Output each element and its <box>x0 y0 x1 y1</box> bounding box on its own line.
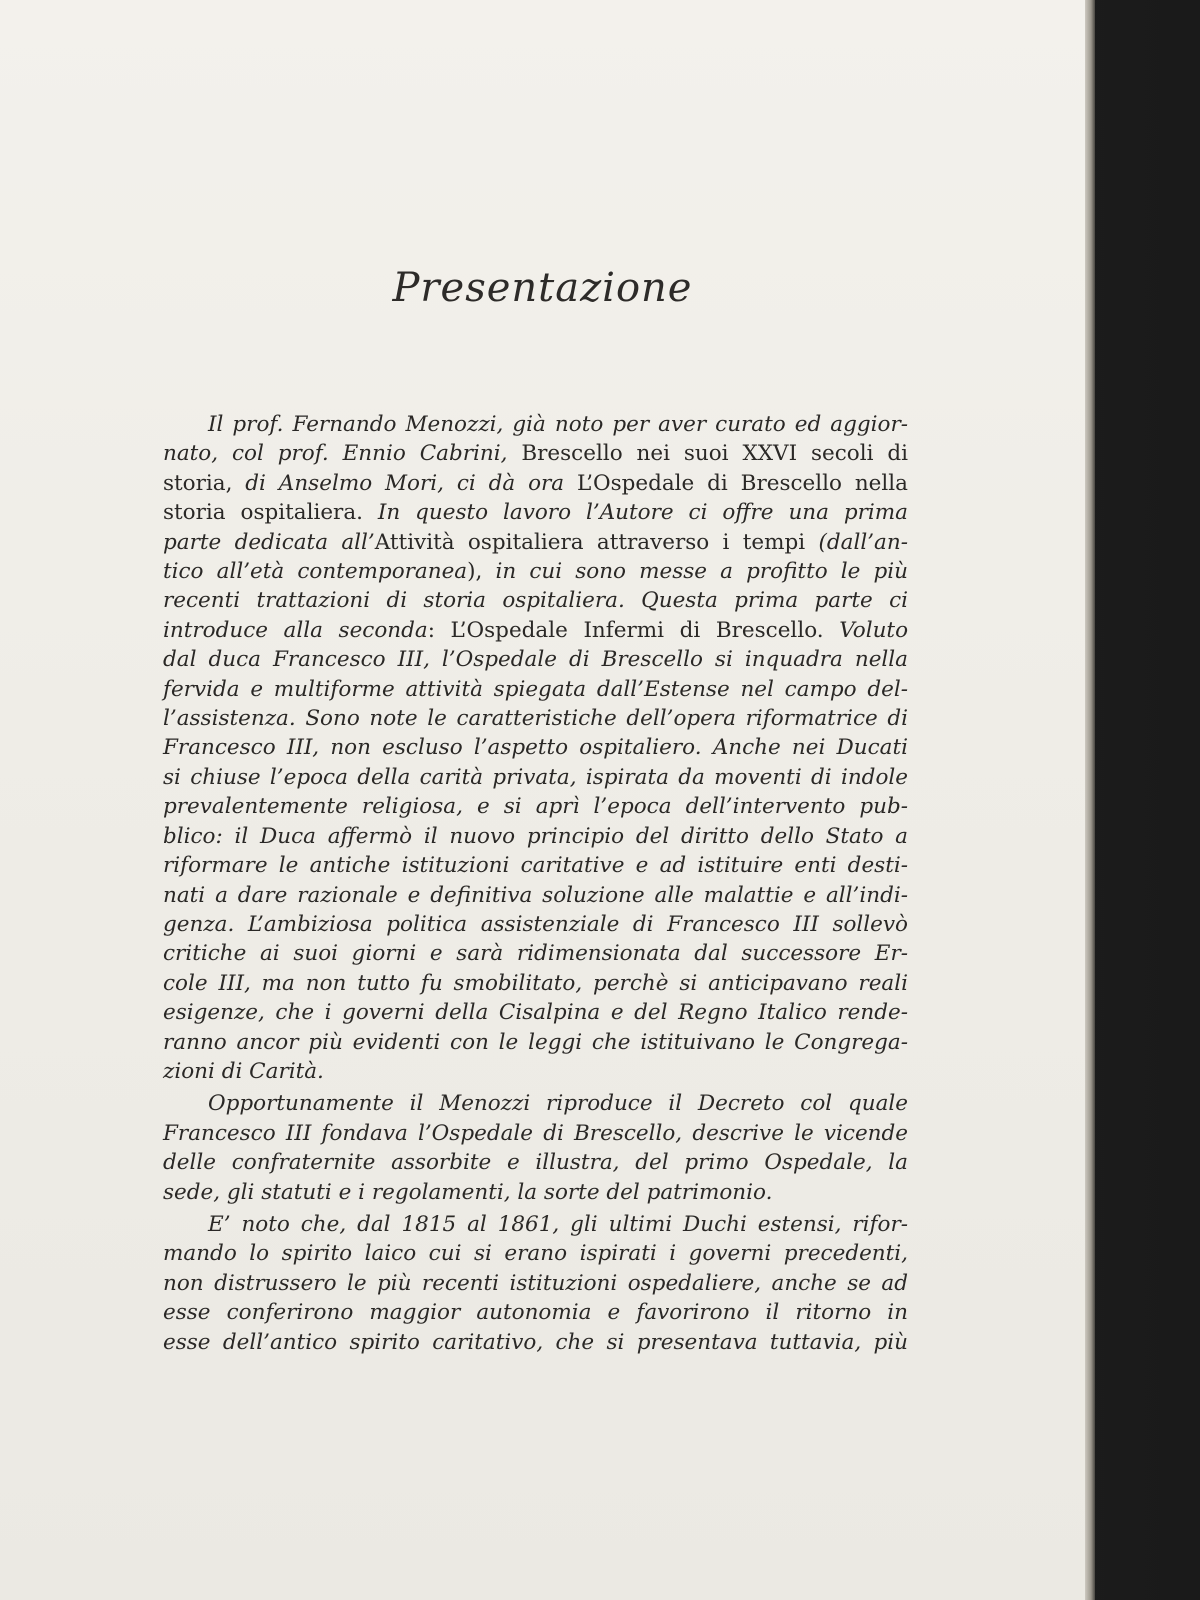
text-line <box>163 704 908 733</box>
text-line <box>163 675 908 704</box>
text-segment: Brescello nei suoi XXVI secoli di <box>521 441 908 467</box>
text-segment: introduce alla seconda <box>163 617 428 643</box>
text-segment: esigenze, che i governi della Cisalpina e del Regno Italico rende- <box>163 1000 908 1026</box>
text-line <box>163 586 908 615</box>
text-line <box>163 763 908 792</box>
text-segment: dal duca Francesco III, l’Ospedale di Brescello si inquadra nella <box>163 647 908 673</box>
text-line <box>163 969 908 998</box>
text-line <box>163 469 908 498</box>
text-line <box>163 1210 908 1239</box>
text-line <box>163 1239 908 1268</box>
text-segment: non distrussero le più recenti istituzioni ospedaliere, anche se ad <box>163 1270 908 1296</box>
text-segment: esse dell’antico spirito caritativo, che si presentava tuttavia, più <box>163 1329 908 1355</box>
text-segment: esse conferirono maggior autonomia e favorirono il ritorno in <box>163 1300 908 1326</box>
text-segment: delle confraternite assorbite e illustra, del primo Ospedale, la <box>163 1150 908 1176</box>
text-segment: cole III, ma non tutto fu smobilitato, perchè si anticipavano reali <box>163 970 908 996</box>
text-line <box>163 1178 908 1207</box>
text-line <box>163 616 908 645</box>
text-line <box>163 1028 908 1057</box>
text-line <box>163 881 908 910</box>
text-segment: nato, col prof. Ennio Cabrini, <box>163 441 522 467</box>
text-line <box>163 733 908 762</box>
text-line <box>163 1269 908 1298</box>
text-line <box>163 939 908 968</box>
text-line <box>163 1089 908 1118</box>
text-segment: l’assistenza. Sono note le caratteristiche dell’opera riformatrice di <box>163 706 908 732</box>
text-segment: blico: il Duca affermò il nuovo principio del diritto dello Stato a <box>163 823 908 849</box>
text-segment: Opportunamente il Menozzi riproduce il Decreto col quale <box>208 1091 908 1117</box>
text-segment: L’Ospedale di Brescello nella <box>577 470 908 496</box>
text-segment: di Anselmo Mori, ci dà ora <box>245 470 577 496</box>
text-segment: in cui sono messe a profitto le più <box>495 559 909 585</box>
text-segment: sede, gli statuti e i regolamenti, la sorte del patrimonio. <box>163 1179 773 1205</box>
text-segment: ), <box>467 559 496 585</box>
text-segment: Il prof. Fernando Menozzi, già noto per aver curato ed aggior- <box>208 412 908 437</box>
text-line <box>163 439 908 468</box>
text-line <box>163 528 908 557</box>
text-segment: : L’Ospedale Infermi di Brescello. <box>427 617 840 643</box>
text-segment: E’ noto che, dal 1815 al 1861, gli ultimi Duchi estensi, rifor- <box>208 1211 908 1237</box>
text-line <box>163 1119 908 1148</box>
text-segment: riformare le antiche istituzioni caritative e ad istituire enti desti- <box>163 853 908 879</box>
body-text <box>163 410 908 1357</box>
text-segment: In questo lavoro l’Autore ci offre una prima <box>377 500 908 526</box>
page-title: Presentazione <box>392 265 693 311</box>
text-line <box>163 410 908 439</box>
text-segment: tico all’età contemporanea <box>163 559 468 585</box>
text-line <box>163 498 908 527</box>
text-line <box>163 1148 908 1177</box>
text-line <box>163 792 908 821</box>
text-segment: (dall’an- <box>818 529 908 555</box>
text-segment: storia, <box>163 470 246 496</box>
text-line <box>163 851 908 880</box>
text-segment: genza. L’ambiziosa politica assistenziale di Francesco III sollevò <box>163 911 908 937</box>
text-segment: ranno ancor più evidenti con le leggi che istituivano le Congrega- <box>163 1029 908 1055</box>
text-segment: Voluto <box>839 617 909 643</box>
text-segment: storia ospitaliera. <box>163 500 378 526</box>
text-line <box>163 998 908 1027</box>
text-line <box>163 1057 908 1086</box>
text-line <box>163 910 908 939</box>
text-segment: fervida e multiforme attività spiegata dall’Estense nel campo del- <box>163 676 908 702</box>
page-edge <box>1085 0 1095 1600</box>
text-segment: zioni di Carità. <box>163 1058 324 1084</box>
text-segment: recenti trattazioni di storia ospitaliera. Questa prima parte ci <box>163 588 908 614</box>
text-segment: critiche ai suoi giorni e sarà ridimensionata dal successore Er- <box>163 941 908 967</box>
text-segment: parte dedicata all’ <box>163 529 375 555</box>
text-segment: prevalentemente religiosa, e si aprì l’epoca dell’intervento pub- <box>163 794 908 820</box>
text-segment: Francesco III fondava l’Ospedale di Brescello, descrive le vicende <box>163 1120 908 1146</box>
text-segment: mando lo spirito laico cui si erano ispirati i governi precedenti, <box>163 1241 908 1267</box>
text-line <box>163 645 908 674</box>
text-line <box>163 1298 908 1327</box>
text-segment: Attività ospitaliera attraverso i tempi <box>374 529 819 555</box>
text-line <box>163 557 908 586</box>
text-line <box>163 1328 908 1357</box>
text-line <box>163 822 908 851</box>
text-segment: Francesco III, non escluso l’aspetto ospitaliero. Anche nei Ducati <box>163 735 908 761</box>
text-segment: nati a dare razionale e definitiva soluzione alle malattie e all’indi- <box>163 882 908 908</box>
text-segment: si chiuse l’epoca della carità privata, ispirata da moventi di indole <box>163 764 908 790</box>
